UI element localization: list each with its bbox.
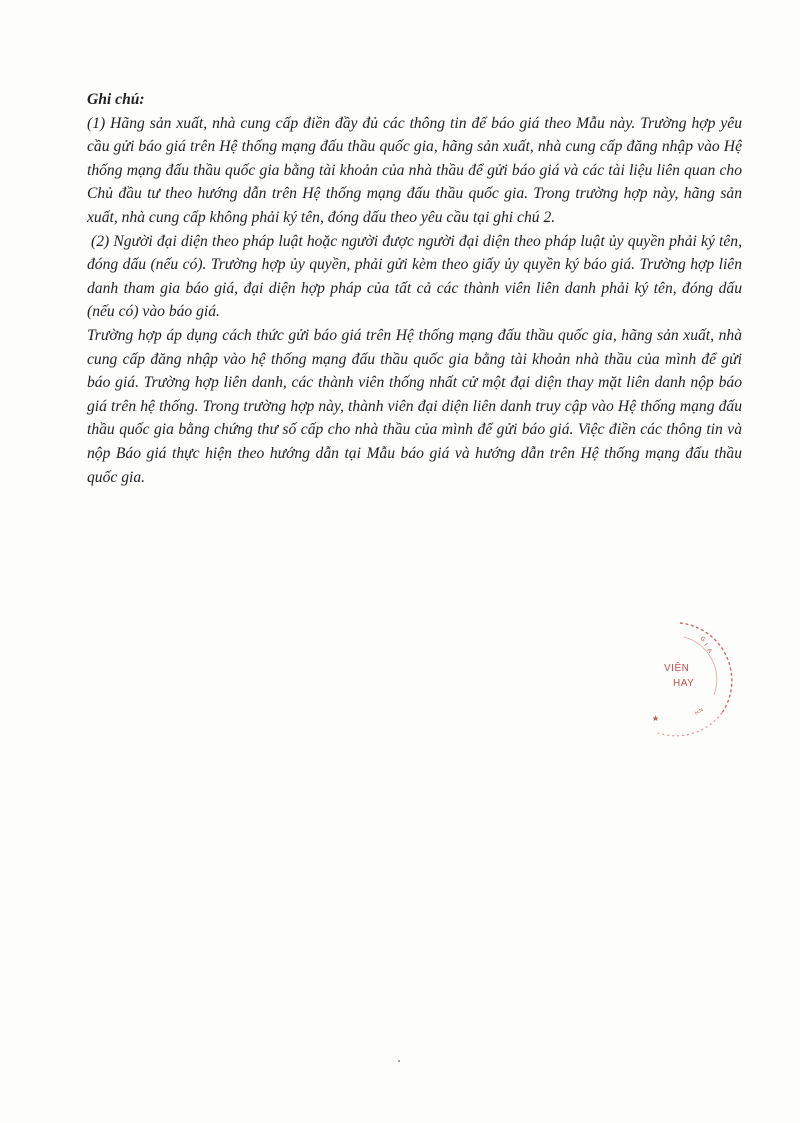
svg-text:A: A xyxy=(705,647,713,655)
svg-text:★: ★ xyxy=(652,714,660,723)
notes-heading: Ghi chú: xyxy=(87,91,145,108)
note-paragraph-1: (1) Hãng sản xuất, nhà cung cấp điền đầy đủ các thông tin để báo giá theo Mẫu này. Trường hợp yêu cầu gửi báo giá trên Hệ thống mạng đấu thầu quốc gia, hãng sản xuất, nhà cung cấp đăng nhập vào Hệ thống mạng đấu thầu quốc gia bằng tài khoản của nhà thầu để gửi báo giá và các tài liệu liên quan cho Chủ đầu tư theo hướng dẫn trên Hệ thống mạng đấu thầu quốc gia. Trong trường hợp này, hãng sản xuất, nhà cung cấp không phải ký tên, đóng dấu theo yêu cầu tại ghi chú 2. xyxy=(87,114,742,226)
scan-artifact-dot xyxy=(398,1060,400,1062)
red-stamp-seal xyxy=(640,615,740,745)
stamp-text-line-1: VIỆN xyxy=(664,663,690,674)
note-paragraph-3: Trường hợp áp dụng cách thức gửi báo giá trên Hệ thống mạng đấu thầu quốc gia, hãng sản xuất, nhà cung cấp đăng nhập vào hệ thống mạng đấu thầu quốc gia bằng tài khoản nhà thầu của mình để gửi báo giá. Trường hợp liên danh, các thành viên thống nhất cử một đại diện thay mặt liên danh nộp báo giá trên hệ thống. Trong trường hợp này, thành viên đại diện liên danh truy cập vào Hệ thống mạng đấu thầu quốc gia bằng chứng thư số cấp cho nhà thầu của mình để gửi báo giá. Việc điền các thông tin và nộp Báo giá thực hiện theo hướng dẫn tại Mẫu báo giá và hướng dẫn trên Hệ thống mạng đấu thầu quốc gia. xyxy=(87,326,742,486)
svg-text:H.N: H.N xyxy=(694,707,705,717)
note-paragraph-2: (2) Người đại diện theo pháp luật hoặc người được người đại diện theo pháp luật ủy quyền phải ký tên, đóng dấu (nếu có). Trường hợp ủy quyền, phải gửi kèm theo giấy ủy quyền ký báo giá. Trường hợp liên danh tham gia báo giá, đại diện hợp pháp của tất cả các thành viên liên danh phải ký tên, đóng dấu (nếu có) vào báo giá. xyxy=(87,232,742,321)
svg-text:G: G xyxy=(698,635,707,644)
stamp-text-line-2: HAY xyxy=(673,678,695,689)
notes-section xyxy=(87,88,742,489)
svg-text:I: I xyxy=(702,642,709,648)
